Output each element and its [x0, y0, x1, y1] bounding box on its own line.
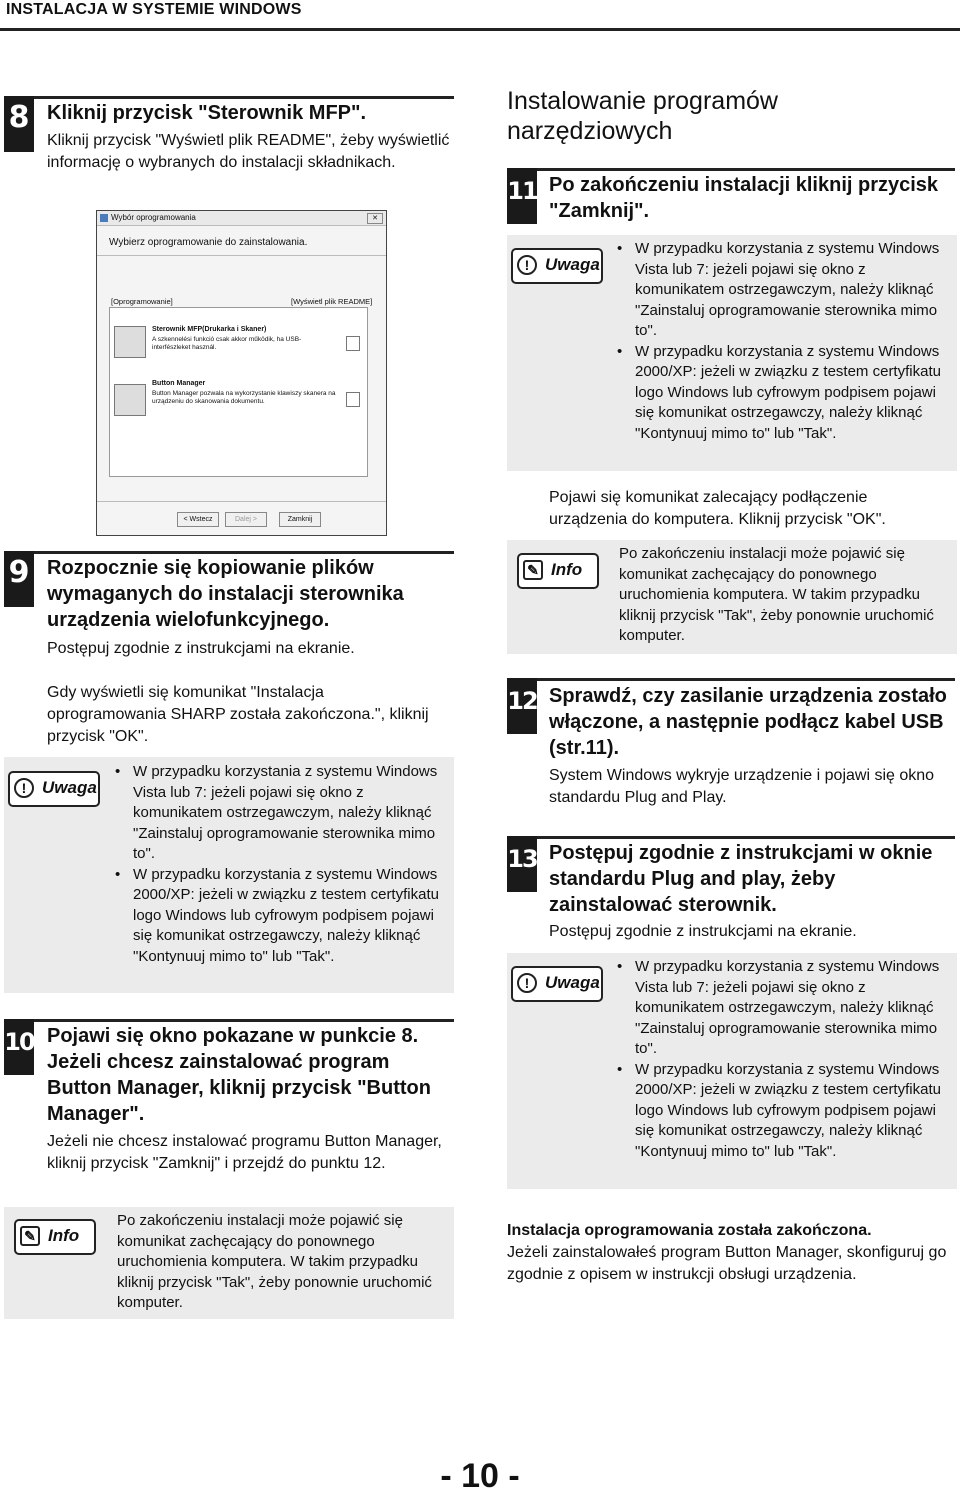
readme-icon: [346, 392, 360, 407]
software-selection-screenshot: [96, 210, 387, 536]
list-item: • W przypadku korzystania z systemu Windows Vista lub 7: jeżeli pojawi się okno z komunikatem ostrzegawczym, należy kliknąć "Zainstaluj oprogramowanie sterownika mimo to".: [113, 762, 448, 865]
item-2-desc: Button Manager pozwala na wykorzystanie klawiszy skanera na urządzeniu do skanowania dokumentu.: [152, 390, 336, 405]
note-info-text: Po zakończeniu instalacji może pojawić się komunikat zachęcający do ponownego uruchomienia komputera. W takim przypadku kliknij przycisk "Tak", żeby ponownie uruchomić komputer.: [117, 1212, 432, 1311]
step-8-rule: [4, 96, 454, 99]
completion-heading: Instalacja oprogramowania została zakończona.: [507, 1222, 872, 1239]
step-10-number: 10: [4, 1019, 34, 1075]
step-8-title: Kliknij przycisk "Sterownik MFP".: [47, 102, 367, 124]
item-1-title: Sterownik MFP(Drukarka i Skaner): [152, 326, 267, 333]
step-11-body: Pojawi się komunikat zalecający podłączenie urządzenia do komputera. Kliknij przycisk "OK".: [549, 489, 886, 528]
step-9-body-1: Postępuj zgodnie z instrukcjami na ekranie.: [47, 640, 355, 657]
note-uwaga-label: ! Uwaga: [511, 248, 603, 284]
step-13-rule: [507, 836, 955, 839]
step-9-body-2: Gdy wyświetli się komunikat "Instalacja oprogramowania SHARP została zakończona.", kliknij przycisk "OK".: [47, 684, 429, 745]
list-item: • W przypadku korzystania z systemu Windows 2000/XP: jeżeli w związku z testem certyfikatu logo Windows lub cyfrowym podpisem pojawi się komunikat ostrzegawczy, należy kliknąć "Kontynuuj mimo to" lub "Tak".: [113, 865, 448, 968]
step-9-rule: [4, 551, 454, 554]
tab-software: [Oprogramowanie]: [111, 297, 173, 306]
step-9-title: Rozpocznie się kopiowanie plików wymaganych do instalacji sterownika urządzenia wielofunkcyjnego.: [47, 557, 404, 631]
note-uwaga-label: ! Uwaga: [511, 966, 603, 1002]
section-title: Instalowanie programów narzędziowych: [507, 87, 778, 145]
step-12-title: Sprawdź, czy zasilanie urządzenia zostało włączone, a następnie podłącz kabel USB (str.11).: [549, 685, 947, 759]
button-manager-icon: [114, 384, 146, 416]
step-13-body: Postępuj zgodnie z instrukcjami na ekranie.: [549, 923, 857, 940]
note-uwaga-list: [615, 957, 950, 1162]
tab-readme: [Wyświetl plik README]: [291, 297, 373, 306]
dialog-heading: Wybierz oprogramowanie do zainstalowania.: [109, 237, 308, 248]
note-uwaga-label: ! Uwaga: [8, 771, 100, 807]
item-2-title: Button Manager: [152, 380, 206, 387]
note-info-label: ✎ Info: [14, 1219, 96, 1255]
dialog-separator: [97, 255, 386, 256]
close-button: Zamknij: [279, 512, 321, 527]
warning-icon: !: [517, 973, 537, 993]
header-title: INSTALACJA W SYSTEMIE WINDOWS: [6, 1, 302, 18]
readme-icon: [346, 336, 360, 351]
dialog-titlebar: [97, 211, 386, 226]
step-9-number: 9: [4, 551, 34, 607]
completion-text: Jeżeli zainstalowałeś program Button Manager, skonfiguruj go zgodnie z opisem w instrukcji obsługi urządzenia.: [507, 1244, 947, 1283]
step-12-rule: [507, 678, 955, 681]
step-11-number: 11: [507, 168, 537, 224]
step-10-title: Pojawi się okno pokazane w punkcie 8. Jeżeli chcesz zainstalować program Button Manager, kliknij przycisk "Button Manager".: [47, 1025, 431, 1125]
step-12-body: System Windows wykryje urządzenie i pojawi się okno standardu Plug and Play.: [549, 767, 935, 806]
step-8-body: Kliknij przycisk "Wyświetl plik README", żeby wyświetlić informację o wybranych do instalacji składnikach.: [47, 132, 450, 171]
pencil-icon: ✎: [523, 560, 543, 580]
step-10-body: Jeżeli nie chcesz instalować programu Button Manager, kliknij przycisk "Zamknij" i przejdź do punktu 12.: [47, 1133, 442, 1172]
pencil-icon: ✎: [20, 1226, 40, 1246]
item-1-desc: A szkennelési funkció csak akkor működik, ha USB-interfészleket használ.: [152, 336, 302, 351]
list-item: • W przypadku korzystania z systemu Windows Vista lub 7: jeżeli pojawi się okno z komunikatem ostrzegawczym, należy kliknąć "Zainstaluj oprogramowanie sterownika mimo to".: [615, 239, 950, 342]
printer-scanner-icon: [114, 326, 146, 358]
step-13-title: Postępuj zgodnie z instrukcjami w oknie standardu Plug and play, żeby zainstalować sterownik.: [549, 842, 933, 916]
warning-icon: !: [517, 255, 537, 275]
step-13-number: 13: [507, 836, 537, 892]
app-icon: [100, 214, 108, 222]
step-12-number: 12: [507, 678, 537, 734]
note-uwaga-list: [113, 762, 448, 967]
page-number: - 10 -: [440, 1457, 520, 1495]
step-8-number: 8: [4, 96, 34, 152]
step-11-title: Po zakończeniu instalacji kliknij przycisk "Zamknij".: [549, 174, 939, 222]
page-header: [0, 0, 960, 31]
note-uwaga-list: [615, 239, 950, 444]
warning-icon: !: [14, 778, 34, 798]
next-button: Dalej >: [225, 512, 267, 527]
list-item: • W przypadku korzystania z systemu Windows 2000/XP: jeżeli w związku z testem certyfikatu logo Windows lub cyfrowym podpisem pojawi się komunikat ostrzegawczy, należy kliknąć "Kontynuuj mimo to" lub "Tak".: [615, 342, 950, 445]
dialog-title: Wybór oprogramowania: [111, 213, 196, 222]
list-item: • W przypadku korzystania z systemu Windows 2000/XP: jeżeli w związku z testem certyfikatu logo Windows lub cyfrowym podpisem pojawi się komunikat ostrzegawczy, należy kliknąć "Kontynuuj mimo to" lub "Tak".: [615, 1060, 950, 1163]
software-panel: [109, 307, 368, 477]
note-info-label: ✎ Info: [517, 553, 599, 589]
close-icon: ✕: [367, 213, 383, 224]
back-button: < Wstecz: [177, 512, 219, 527]
step-10-rule: [4, 1019, 454, 1022]
dialog-footer-separator: [97, 501, 386, 502]
step-11-rule: [507, 168, 955, 171]
note-info-text: Po zakończeniu instalacji może pojawić się komunikat zachęcający do ponownego uruchomienia komputera. W takim przypadku kliknij przycisk "Tak", żeby ponownie uruchomić komputer.: [619, 545, 934, 644]
list-item: • W przypadku korzystania z systemu Windows Vista lub 7: jeżeli pojawi się okno z komunikatem ostrzegawczym, należy kliknąć "Zainstaluj oprogramowanie sterownika mimo to".: [615, 957, 950, 1060]
